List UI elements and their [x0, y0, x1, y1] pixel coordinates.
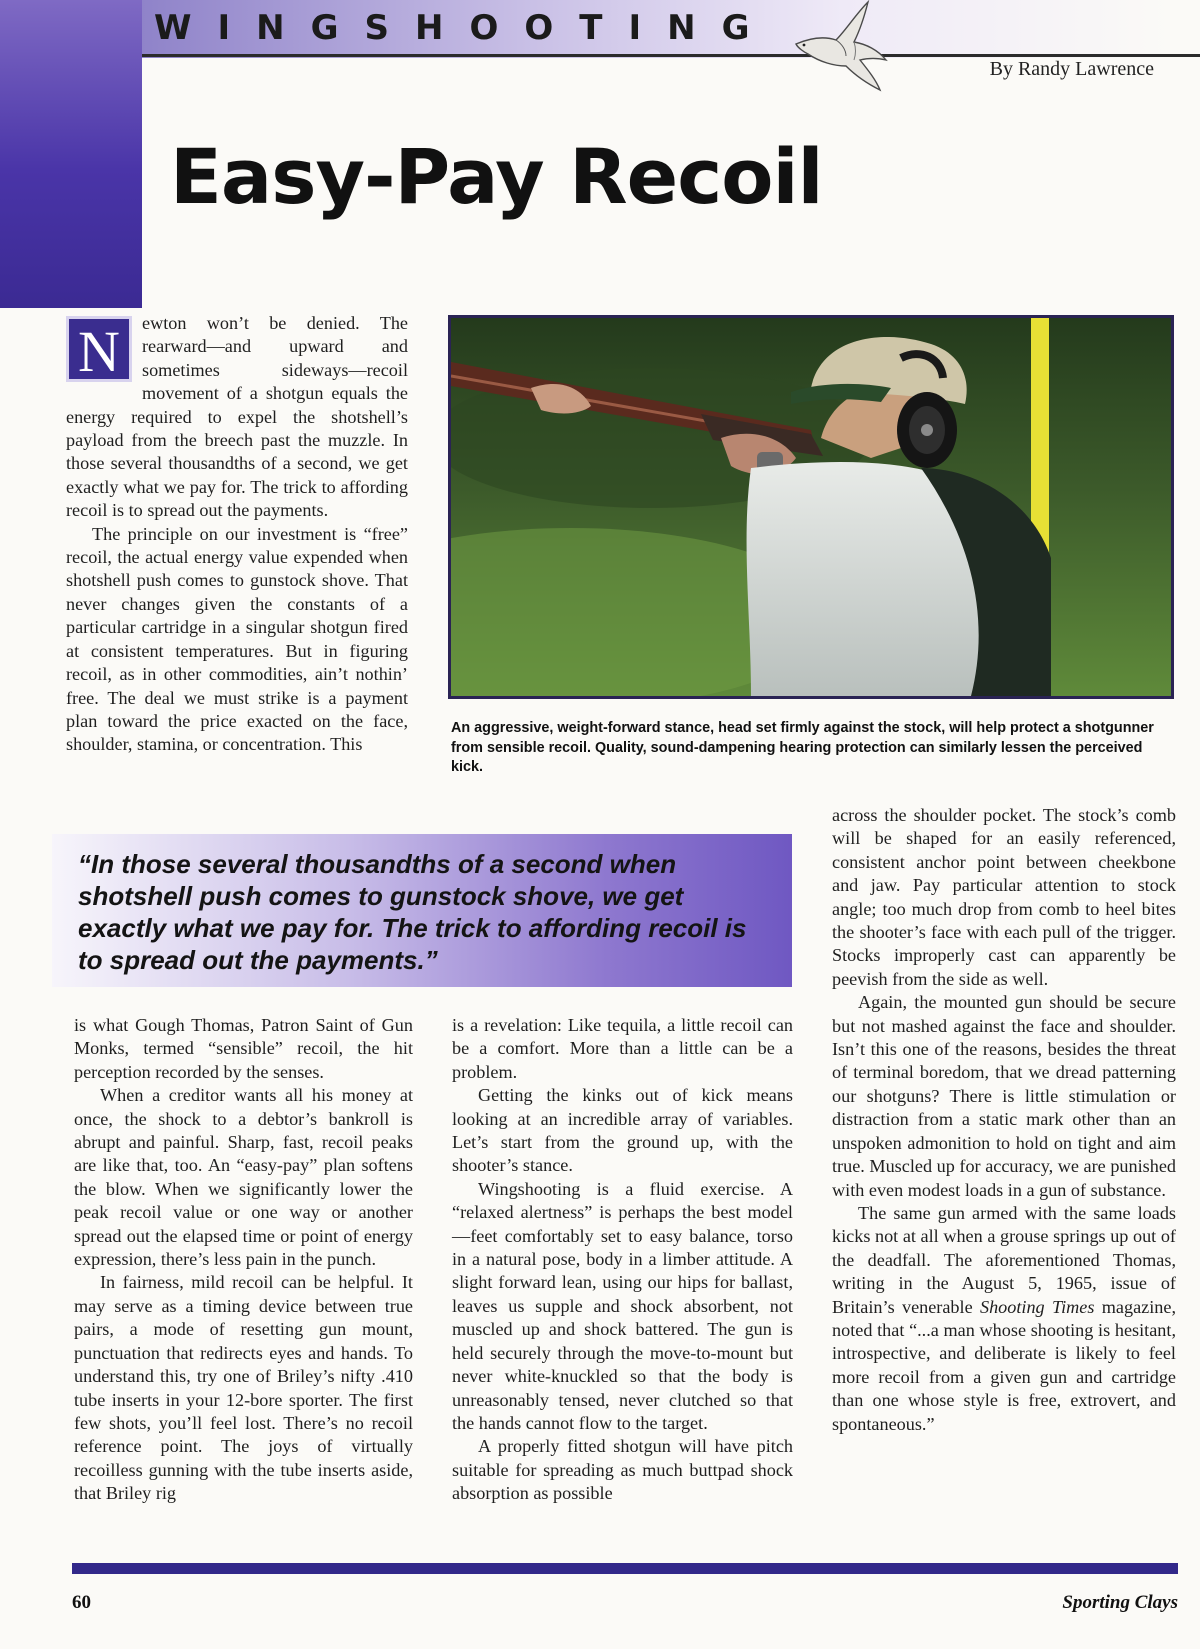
photo-caption: An aggressive, weight-forward stance, head set firmly against the stock, will help protect a shotgunner from sensible recoil. Quality, sound-dampening hearing protection can similarly lessen the perceived kick.: [451, 720, 1154, 776]
middle-paragraph-3: Wingshooting is a fluid exercise. A “relaxed alertness” is perhaps the best model—feet comfortably set to easy balance, torso in a natural pose, body in a limber attitude. A slight forward lean, using our hips for ballast, leaves us supple and shock absorbent, not muscled up and shock battered. The gun is held securely through the move-to-mount but never white-knuckled so that the body is unreasonably tensed, never clutched so that the hands cannot flow to the target.: [452, 1178, 793, 1433]
right-paragraph-3-tail: magazine, noted that “...a man whose shooting is hesitant, introspective, and deliberate is likely to feel more recoil from a given gun and cartridge than one whose style is free, extrovert, and spontaneous.”: [832, 1296, 1176, 1434]
magazine-title-italic: Shooting Times: [979, 1296, 1095, 1317]
intro-paragraph-1-text: ewton won’t be denied. The rearward—and upward and sometimes sideways—recoil movement of a shotgun equals the energy required to expel the shotshell’s payload from the breech past the muzzle. In those several thousandths of a second, we get exactly what we pay for. The trick to affording recoil is to spread out the payments.: [66, 313, 408, 521]
intro-column: [66, 312, 408, 757]
right-column: [832, 804, 1176, 1436]
left-column: [74, 1014, 413, 1506]
middle-paragraph-1: is a revelation: Like tequila, a little recoil can be a comfort. More than a little can be a problem.: [452, 1015, 793, 1082]
article-photo: [448, 315, 1174, 699]
right-paragraph-3: [832, 1202, 1176, 1436]
intro-paragraph-1: [66, 312, 408, 523]
magazine-name: Sporting Clays: [1062, 1592, 1178, 1613]
section-header-band: [142, 0, 1172, 58]
right-paragraph-2: Again, the mounted gun should be secure but not mashed against the face and shoulder. Isn’t this one of the reasons, besides the threat of terminal boredom, that we dread patterning our shotguns? There is little stimulation or distraction from a static mark other than an unspoken admonition to hold on tight and aim true. Muscled up for accuracy, we are punished with even modest loads in a gun of substance.: [832, 992, 1176, 1200]
section-title: WINGSHOOTING: [154, 8, 776, 48]
left-paragraph-2: When a creditor wants all his money at once, the shock to a debtor’s bankroll is abrupt and painful. Sharp, fast, recoil peaks are like that, too. An “easy-pay” plan softens the blow. When we significantly lower the peak recoil value or one way or another spread out the elapsed time or point of energy expression, there’s less pain in the punch.: [74, 1085, 413, 1270]
drop-cap: N: [66, 316, 132, 382]
article-headline: Easy-Pay Recoil: [170, 132, 823, 221]
pull-quote-text: “In those several thousandths of a second when shotshell push comes to gunstock shove, we get exactly what we pay for. The trick to affording recoil is to spread out the payments.”: [78, 849, 747, 975]
page-number: 60: [72, 1592, 91, 1613]
header-rule: [142, 54, 1200, 57]
footer-rule: [72, 1563, 1178, 1574]
right-paragraph-3-lead: The same gun armed with the same loads kicks not at all when a grouse springs up out of the deadfall. The aforementioned Thomas, writing in the August 5, 1965, issue of Britain’s venerable: [832, 1202, 1176, 1317]
intro-paragraph-2: The principle on our investment is “free” recoil, the actual energy value expended when shotshell push comes to gunstock shove. That never changes given the constants of a particular cartridge in a singular shotgun fired at consistent temperatures. But in figuring recoil, as in other commodities, ain’t nothin’ free. The deal we must strike is a payment plan toward the price exacted on the face, shoulder, stamina, or concentration. This: [66, 523, 408, 755]
left-paragraph-1: is what Gough Thomas, Patron Saint of Gun Monks, termed “sensible” recoil, the hit perception recorded by the senses.: [74, 1015, 413, 1082]
flying-duck-icon: [790, 0, 900, 92]
pull-quote-box: [52, 834, 792, 987]
purple-side-block: [0, 0, 142, 308]
middle-paragraph-2: Getting the kinks out of kick means looking at an incredible array of variables. Let’s start from the ground up, with the shooter’s stance.: [452, 1085, 793, 1176]
middle-column: [452, 1014, 793, 1506]
left-paragraph-3: In fairness, mild recoil can be helpful. It may serve as a timing device between true pairs, a mode of resetting gun mount, punctuation that redirects eyes and hands. To understand this, try one of Briley’s nifty .410 tube inserts in your 12-bore sporter. The first few shots, you’ll feel lost. There’s no recoil reference point. The joys of virtually recoilless gunning with the tube inserts aside, that Briley rig: [74, 1272, 413, 1504]
shooter-photo-illustration: [451, 318, 1171, 696]
byline: By Randy Lawrence: [989, 58, 1154, 80]
middle-paragraph-4: A properly fitted shotgun will have pitch suitable for spreading as much buttpad shock absorption as possible: [452, 1436, 793, 1504]
right-paragraph-1: across the shoulder pocket. The stock’s comb will be shaped for an easily referenced, consistent anchor point between cheekbone and jaw. Pay particular attention to stock angle; too much drop from comb to heel bites the shooter’s face with each pull of the trigger. Stocks improperly cast can apparently be peevish from the side as well.: [832, 805, 1176, 989]
